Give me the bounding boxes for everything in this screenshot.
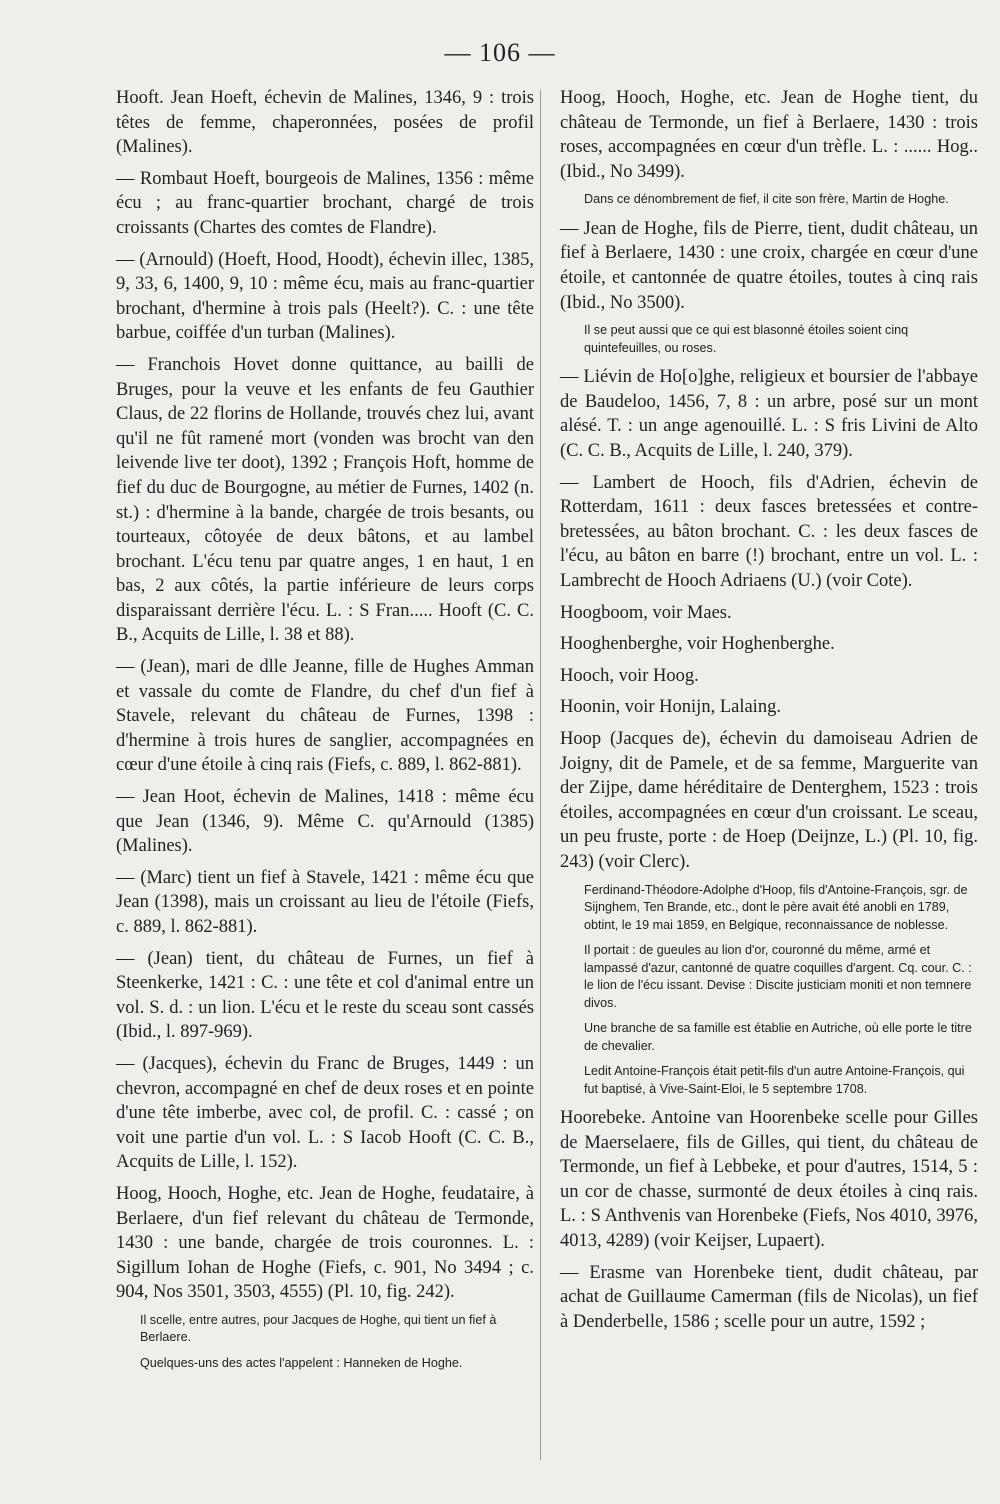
entry-hooft: Hooft. Jean Hoeft, échevin de Malines, 1346, 9 : trois têtes de femme, chaperonnées, posées de profil (Malines).	[116, 88, 534, 158]
entry-jean-1421: — (Jean) tient, du château de Furnes, un fief à Steenkerke, 1421 : C. : une tête et col d'animal entre un vol. S. d. : un lion. L'écu et le reste du sceau sont cassés (Ibid., l. 897-969).	[116, 948, 534, 1043]
footnote-hoop-1: Ferdinand-Théodore-Adolphe d'Hoop, fils d'Antoine-François, sgr. de Sijnghem, Ten Brande, etc., dont le père avait été anobli en 1789, obtint, le 19 mai 1859, en Belgique, reconnaissance de noblesse.	[584, 882, 968, 932]
entry-erasme: — Erasme van Horenbeke tient, dudit château, par achat de Guillaume Camerman (fils de Nicolas), un fief à Denderbelle, 1586 ; scelle pour un autre, 1592 ;	[560, 1262, 978, 1332]
entry-arnould-hoeft: — (Arnould) (Hoeft, Hood, Hoodt), échevin illec, 1385, 9, 33, 6, 1400, 9, 10 : même écu, mais au franc-quartier brochant, d'hermine à trois pals (Heelt?). C. : une tête barbue, coiffée d'un turban (Malines).	[116, 249, 534, 344]
entry-hoog-2: Hoog, Hooch, Hoghe, etc. Jean de Hoghe tient, du château de Termonde, un fief à Berlaere, 1430 : trois roses, accompagnées en cœur d'un trèfle. L. : ...... Hog.. (Ibid., No 3499).	[560, 88, 978, 182]
entry-hoog-1: Hoog, Hooch, Hoghe, etc. Jean de Hoghe, feudataire, à Berlaere, d'un fief relevant du château de Termonde, 1430 : une bande, chargée de trois couronnes. L. : Sigillum Iohan de Hoghe (Fiefs, c. 901, No 3494 ; c. 904, Nos 3501, 3503, 4555) (Pl. 10, fig. 242).	[116, 1183, 534, 1303]
entry-hoorebeke: Hoorebeke. Antoine van Hoorenbeke scelle pour Gilles de Maerselaere, fils de Gilles, qui tient, du château de Termonde, un fief à Lebbeke, et pour d'autres, 1514, 5 : un cor de chasse, surmonté de deux étoiles à cinq rais. L. : S Anthvenis van Horenbeke (Fiefs, Nos 4010, 3976, 4013, 4289) (voir Keijser, Lupaert).	[560, 1108, 978, 1251]
footnote-hoghe-2: Quelques-uns des actes l'appelent : Hanneken de Hoghe.	[140, 1355, 463, 1370]
entry-hoogboom: Hoogboom, voir Maes.	[560, 602, 732, 623]
right-column	[560, 86, 978, 1341]
entry-rombaut-hoeft: — Rombaut Hoeft, bourgeois de Malines, 1356 : même écu ; au franc-quartier brochant, chargé de trois croissants (Chartes des comtes de Flandre).	[116, 168, 534, 238]
entry-marc: — (Marc) tient un fief à Stavele, 1421 : même écu que Jean (1398), mais un croissant au lieu de l'étoile (Fiefs, c. 889, l. 862-881).	[116, 867, 534, 937]
footnote-hoop-2: Il portait : de gueules au lion d'or, couronné du même, armé et lampassé d'azur, cantonné de quatre coquilles d'argent. Cq. cour. C. : le lion de l'écu issant. Devise : Discite justiciam moniti et non temnere divos.	[584, 943, 972, 1010]
footnote-martin-hoghe: Dans ce dénombrement de fief, il cite son frère, Martin de Hoghe.	[584, 192, 949, 207]
footnote-hoop-4: Ledit Antoine-François était petit-fils d'un autre Antoine-François, qui fut baptisé, à Vive-Saint-Eloi, le 5 septembre 1708.	[584, 1064, 965, 1096]
left-column	[116, 86, 534, 1380]
entry-franchois-hovet: — Franchois Hovet donne quittance, au bailli de Bruges, pour la veuve et les enfants de feu Gauthier Claus, de 22 florins de Hollande, trouvés chez lui, avant qu'il ne fût ramené mort (vonden was brocht van den leivende live ter doot), 1392 ; François Hoft, homme de fief du duc de Bourgogne, au métier de Furnes, 1402 (n. st.) : d'hermine à la bande, chargée de trois besants, ou tourteaux, côtoyée de deux bâtons, et au lambel brochant. L'écu tenu par quatre anges, 1 en haut, 1 en bas, 2 aux côtés, la partie inférieure de leurs corps disparaissant derrière l'écu. L. : S Fran..... Hooft (C. C. B., Acquits de Lille, l. 38 et 88).	[116, 354, 534, 646]
entry-hoop: Hoop (Jacques de), échevin du damoiseau Adrien de Joigny, dit de Pamele, et de sa femme, Marguerite van der Zijpe, dame héréditaire de Denterghem, 1523 : trois étoiles, accompagnées en cœur d'un croissant. Le sceau, un peu fruste, porte : de Hoep (Deijnze, L.) (Pl. 10, fig. 243) (voir Clerc).	[560, 728, 978, 872]
page-number: — 106 —	[444, 38, 556, 67]
entry-jean-1398: — (Jean), mari de dlle Jeanne, fille de Hughes Amman et vassale du comte de Flandre, du chef d'un fief à Stavele, relevant du château de Furnes, 1398 : d'hermine à trois hures de sanglier, accompagnées en cœur d'une étoile à cinq rais (Fiefs, c. 889, l. 862-881).	[116, 657, 534, 776]
footnote-hoghe-1: Il scelle, entre autres, pour Jacques de Hoghe, qui tient un fief à Berlaere.	[140, 1312, 497, 1345]
entry-jean-hoot: — Jean Hoot, échevin de Malines, 1418 : même écu que Jean (1346, 9). Même C. qu'Arnould (1385) (Malines).	[116, 787, 534, 857]
entry-hoonin: Hoonin, voir Honijn, Lalaing.	[560, 697, 781, 718]
entry-hooghenberghe: Hooghenberghe, voir Hoghenberghe.	[560, 634, 835, 655]
entry-jean-de-hoghe: — Jean de Hoghe, fils de Pierre, tient, dudit château, un fief à Berlaere, 1430 : une croix, chargée en cœur d'une étoile, et cantonnée de quatre étoiles, toutes à cinq rais (Ibid., No 3500).	[560, 218, 978, 313]
column-divider	[540, 90, 541, 1460]
entry-lievin: — Liévin de Ho[o]ghe, religieux et boursier de l'abbaye de Baudeloo, 1456, 7, 8 : un arbre, posé sur un mont alésé. T. : un ange agenouillé. L. : S fris Livini de Alto (C. C. B., Acquits de Lille, l. 240, 379).	[560, 367, 978, 462]
footnote-quintefeuilles: Il se peut aussi que ce qui est blasonné étoiles soient cinq quintefeuilles, ou roses.	[584, 323, 909, 355]
footnote-hoop-3: Une branche de sa famille est établie en Autriche, où elle porte le titre de chevalier.	[584, 1021, 972, 1053]
entry-hooch: Hooch, voir Hoog.	[560, 665, 699, 686]
entry-lambert-hooch: — Lambert de Hooch, fils d'Adrien, échevin de Rotterdam, 1611 : deux fasces bretessées et contre-bretessées, au bâton brochant. C. : les deux fasces de l'écu, au bâton en barre (!) brochant, entre un vol. L. : Lambrecht de Hooch Adriaens (U.) (voir Cote).	[560, 472, 978, 591]
entry-jacques-1449: — (Jacques), échevin du Franc de Bruges, 1449 : un chevron, accompagné en chef de deux roses et en pointe d'une tête imberbe, avec col, de profil. C. : cassé ; on voit une partie d'un vol. L. : S Iacob Hooft (C. C. B., Acquits de Lille, l. 152).	[116, 1053, 534, 1173]
